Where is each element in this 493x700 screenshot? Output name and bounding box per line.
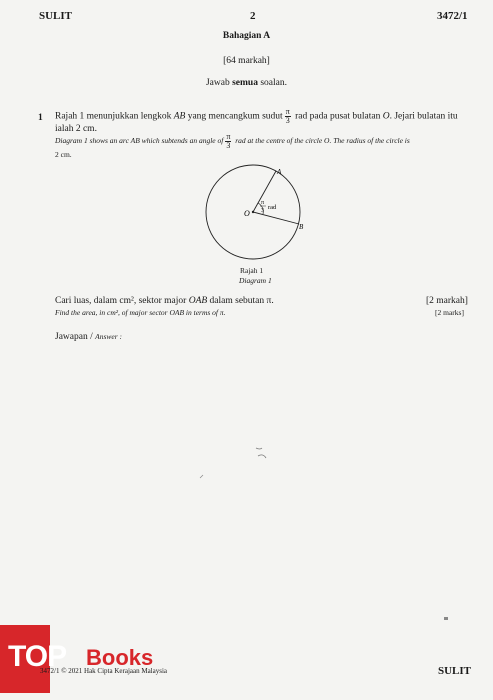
question-number: 1 <box>38 113 43 123</box>
footer-copyright: 3472/1 © 2021 Hak Cipta Kerajaan Malaysia <box>40 667 168 675</box>
instruction-bold: semua <box>232 78 258 88</box>
question-english <box>55 133 475 150</box>
q-malay-1c: rad pada pusat bulatan <box>292 111 383 122</box>
q-malay-1b: yang mencangkum sudut <box>185 111 283 122</box>
question-malay <box>55 108 475 125</box>
diagram-angle-den: 3 <box>261 208 264 214</box>
stray-speck <box>444 617 448 620</box>
radius-ob <box>253 212 299 224</box>
answer-label-english: Answer : <box>95 332 122 341</box>
question-english-line2: 2 cm. <box>55 150 72 159</box>
answer-label-malay: Jawapan / <box>55 332 96 342</box>
q-english-angle-den: 3 <box>226 141 231 150</box>
section-instruction <box>0 78 493 88</box>
task-english-marks: [2 marks] <box>435 308 464 317</box>
centre-point <box>252 211 254 213</box>
dot-mark-stroke <box>200 475 203 478</box>
task-english: Find the area, in cm², of major sector OAB in terms of π. <box>55 308 226 317</box>
label-a: A <box>277 168 282 176</box>
section-title: Bahagian A <box>222 31 271 41</box>
diagram-caption-malay: Rajah 1 <box>240 266 264 275</box>
q-malay-ab: AB <box>173 111 186 122</box>
circle-diagram <box>195 160 315 265</box>
diagram-angle-unit: rad <box>268 204 277 211</box>
task-malay <box>55 295 274 307</box>
q-malay-angle-num: π <box>285 107 290 116</box>
task-malay-marks: [2 markah] <box>426 296 468 306</box>
section-marks-text: [64 markah] <box>223 56 270 66</box>
header-classification: SULIT <box>39 10 73 22</box>
task-malay-oab: OAB <box>188 296 208 306</box>
q-malay-angle-fraction <box>285 108 291 125</box>
q-english-1b: rad at the centre of the circle O. The radius of the circle is <box>233 136 410 146</box>
task-malay-b: dalam sebutan π. <box>207 296 274 306</box>
question-malay-line2: ialah 2 cm. <box>55 124 97 134</box>
task-malay-a: Cari luas, dalam cm², sektor major <box>55 296 189 306</box>
q-malay-1a: Rajah 1 menunjukkan lengkok <box>55 111 174 122</box>
logo-top-text: TOP <box>8 640 67 673</box>
diagram-angle-num: π <box>261 200 265 206</box>
q-malay-1d: . Jejari bulatan itu <box>389 111 458 122</box>
page-number: 2 <box>250 10 256 22</box>
q-english-1a: Diagram 1 shows an arc AB which subtends an angle of <box>55 136 224 146</box>
instruction-post: soalan. <box>257 78 288 88</box>
q-malay-angle-den: 3 <box>285 116 290 125</box>
label-b: B <box>299 223 304 231</box>
footer-sulit: SULIT <box>438 665 472 677</box>
q-malay-o: O <box>382 111 390 122</box>
answer-label <box>55 331 122 343</box>
pen-mark-strokes <box>256 448 266 458</box>
stray-pen-mark <box>252 444 272 464</box>
q-english-angle-num: π <box>226 132 231 141</box>
logo-books-text: Books <box>86 645 154 670</box>
diagram-caption-english: Diagram 1 <box>239 276 272 285</box>
instruction-pre: Jawab <box>205 78 233 88</box>
q-english-angle-fraction <box>225 133 231 150</box>
stray-dot-mark <box>198 472 208 482</box>
paper-code: 3472/1 <box>437 10 468 22</box>
section-marks <box>0 56 493 66</box>
label-o: O <box>244 209 250 218</box>
